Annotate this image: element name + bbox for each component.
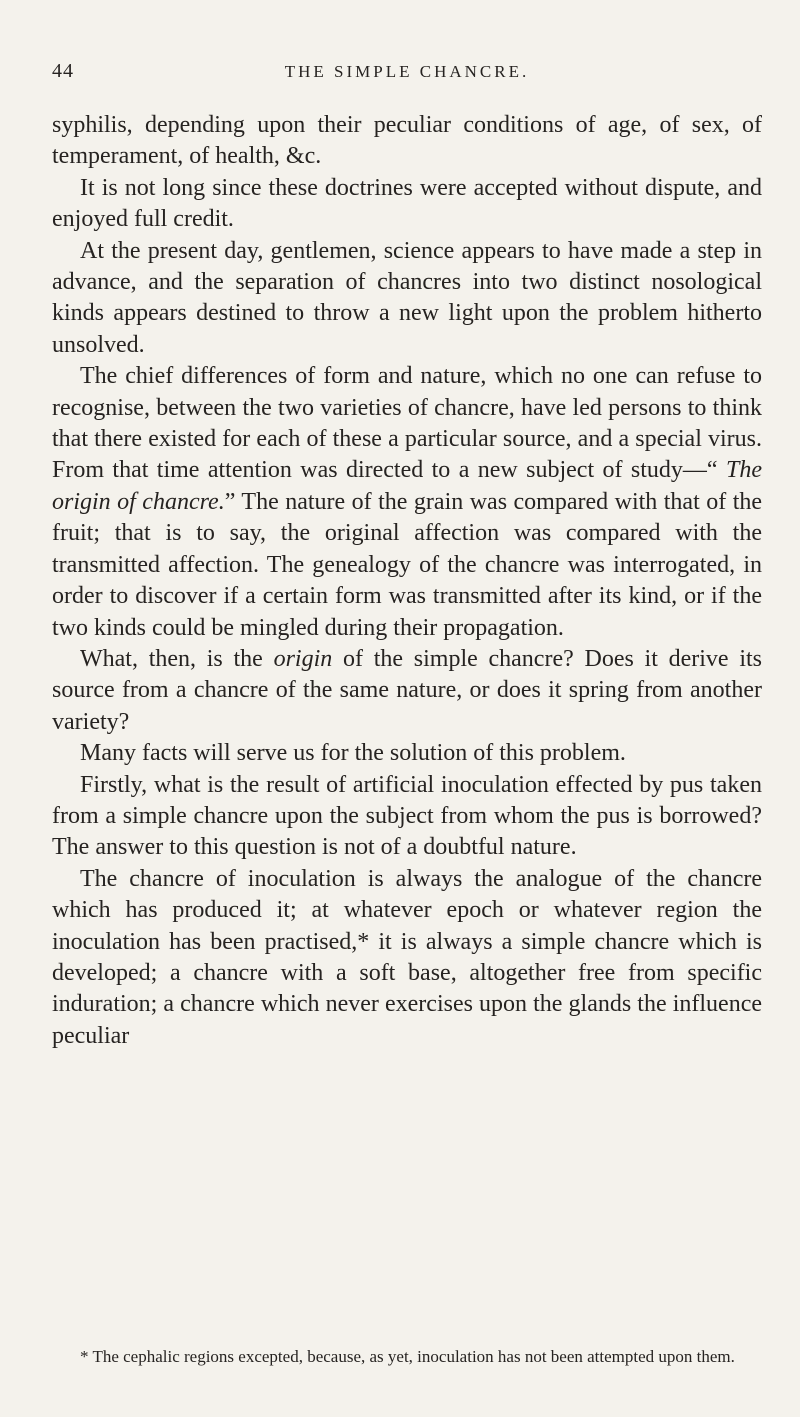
paragraph-text: Firstly, what is the result of artificial inoculation effected by pus taken from a simple chancre upon the subject from whom the pus is borrowed? The answer to this question is not of a doubtful nature. bbox=[52, 771, 762, 861]
body-text bbox=[52, 110, 762, 1052]
paragraph-text: The chief differences of form and nature, which no one can refuse to recognise, between the two varieties of chancre, have led persons to think that there existed for each of these a particular source, and a special virus. From that time attention was directed to a new subject of study—“ bbox=[52, 363, 762, 484]
italic-text: origin bbox=[273, 645, 333, 672]
paragraph bbox=[52, 361, 762, 644]
page-number: 44 bbox=[52, 60, 74, 82]
paragraph bbox=[52, 738, 762, 769]
paragraph-text: At the present day, gentlemen, science appears to have made a step in advance, and the separation of chancres into two distinct nosological kinds appears destined to throw a new light upon the problem hitherto unsolved. bbox=[52, 237, 762, 358]
paragraph-text: The chancre of inoculation is always the analogue of the chancre which has produced it; at whatever epoch or whatever region the inoculation has been practised,* it is always a simple chancre which is developed; a chancre with a soft base, altogether free from specific induration; a chancre which never exercises upon the glands the influence peculiar bbox=[52, 865, 762, 1049]
paragraph bbox=[52, 770, 762, 864]
paragraph bbox=[52, 864, 762, 1052]
paragraph bbox=[52, 173, 762, 236]
running-title: THE SIMPLE CHANCRE. bbox=[284, 62, 530, 81]
paragraph-text: Many facts will serve us for the solution of this problem. bbox=[80, 740, 626, 767]
paragraph bbox=[52, 110, 762, 173]
running-head bbox=[52, 60, 762, 88]
paragraph-text: It is not long since these doctrines were accepted without dispute, and enjoyed full credit. bbox=[52, 174, 762, 233]
footnote: * The cephalic regions excepted, because, as yet, inoculation has not been attempted upon them. bbox=[80, 1347, 735, 1366]
italic-text: The origin of chancre. bbox=[52, 457, 762, 515]
paragraph bbox=[52, 236, 762, 362]
paragraph-text: syphilis, depending upon their peculiar conditions of age, of sex, of temperament, of health, &c. bbox=[52, 112, 762, 170]
paragraph-text: of the simple chancre? Does it derive its source from a chancre of the same nature, or does it spring from another variety? bbox=[52, 645, 762, 735]
paragraph-text: ” The nature of the grain was compared with that of the fruit; that is to say, the original affection was compared with the transmitted affection. The genealogy of the chancre was interrogated, in order to discover if a certain form was transmitted after its kind, or if the two kinds could be mingled during their propagation. bbox=[52, 488, 763, 641]
paragraph bbox=[52, 644, 762, 738]
paragraph-text: What, then, is the bbox=[80, 645, 274, 672]
